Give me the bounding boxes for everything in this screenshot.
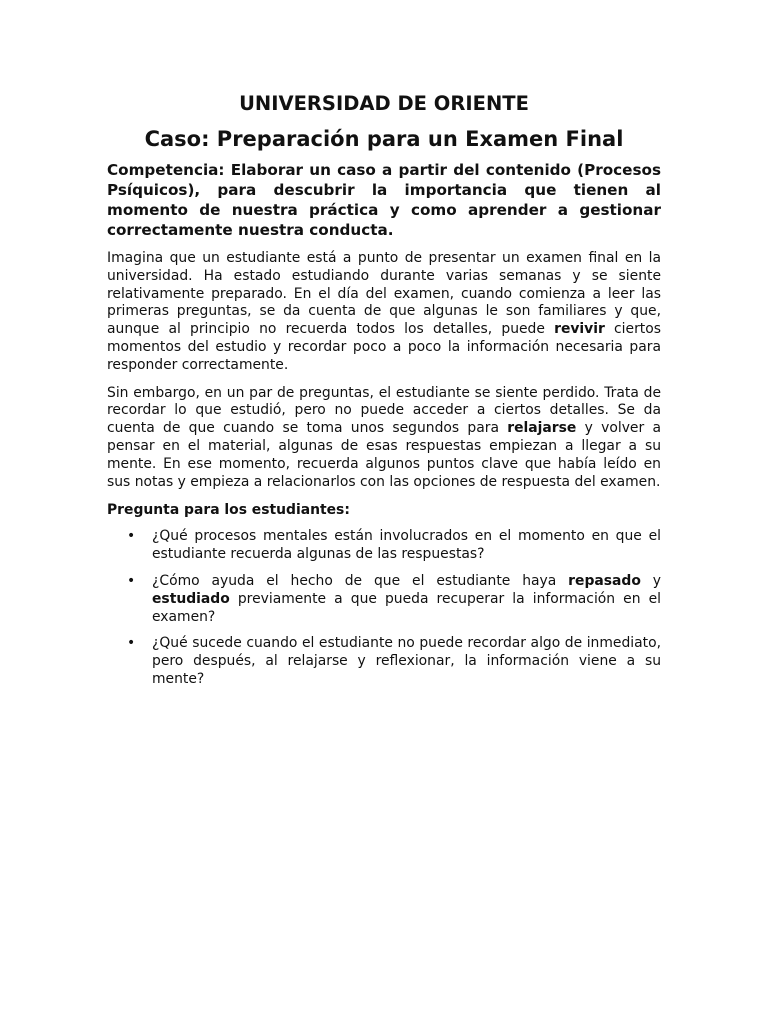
- questions-heading: Pregunta para los estudiantes:: [107, 502, 350, 519]
- bullet-icon: •: [127, 635, 136, 652]
- paragraph-2-text-start: Sin embargo, en un par de preguntas, el estudiante se siente perdido. Trata de recordar lo que estudió, pero no puede acceder a ciertos detalles. Se da cuenta de que cuando se toma unos segundos para: [107, 384, 661, 437]
- question-2-bold-word-1: repasado: [568, 572, 641, 589]
- question-1-text: ¿Qué procesos mentales están involucrados en el momento en que el estudiante recuerda algunas de las respuestas?: [152, 528, 661, 563]
- question-2-text-middle: y: [640, 572, 661, 589]
- paragraph-1-bold-word: revivir: [554, 321, 605, 338]
- paragraph-1-text-start: Imagina que un estudiante está a punto de presentar un examen final en la universidad. Ha estado estudiando durante varias semanas y se siente relativamente preparado. En el día del examen, cuando comienza a leer las primeras preguntas, se da cuenta de que algunas le son familiares y que, aunque al principio no recuerda todos los detalles, puede: [107, 250, 661, 338]
- competencia-statement: Competencia: Elaborar un caso a partir del contenido (Procesos Psíquicos), para descubrir la importancia que tienen al momento de nuestra práctica y como aprender a gestionar correctamente nuestra conducta.: [107, 161, 661, 239]
- question-2-bold-word-2: estudiado: [152, 590, 230, 607]
- bullet-icon: •: [127, 572, 136, 589]
- case-paragraph-2: [107, 385, 661, 492]
- bullet-icon: •: [127, 528, 136, 545]
- question-item-2: [107, 573, 661, 626]
- paragraph-2-bold-word: relajarse: [507, 420, 577, 437]
- question-3-text: ¿Qué sucede cuando el estudiante no puede recordar algo de inmediato, pero después, al relajarse y reflexionar, la información viene a su mente?: [152, 635, 661, 687]
- document-title: UNIVERSIDAD DE ORIENTE: [239, 92, 529, 115]
- paragraph-1-text-end: ciertos momentos del estudio y recordar poco a poco la información necesaria para responder correctamente.: [107, 321, 661, 373]
- question-2-text: [152, 573, 661, 626]
- question-2-text-start: ¿Cómo ayuda el hecho de que el estudiante haya: [152, 572, 569, 589]
- paragraph-2-text-end: y volver a pensar en el material, algunas de esas respuestas empiezan a llegar a su mente. En ese momento, recuerda algunos puntos clave que había leído en sus notas y empieza a relacionarlos con las opciones de respuesta del examen.: [107, 420, 661, 490]
- document-subtitle: Caso: Preparación para un Examen Final: [144, 127, 624, 151]
- question-2-text-end: previamente a que pueda recuperar la información en el examen?: [152, 590, 661, 625]
- case-paragraph-1: [107, 250, 661, 375]
- question-item-3: [107, 635, 661, 688]
- question-item-1: [107, 528, 661, 564]
- questions-list: [107, 528, 661, 688]
